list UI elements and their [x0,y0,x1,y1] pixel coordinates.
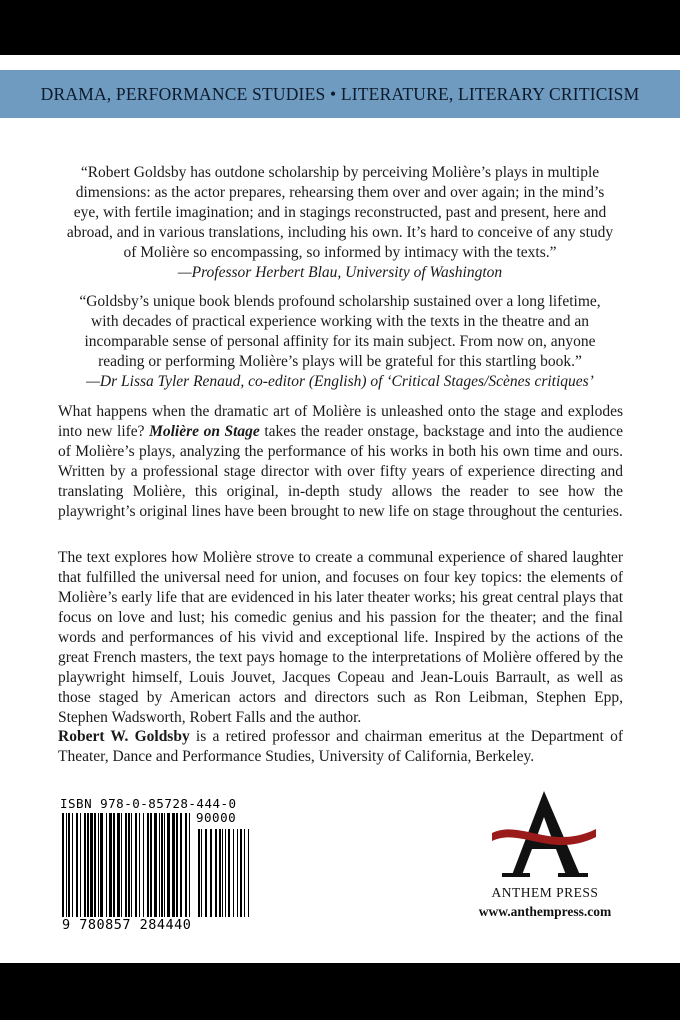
author-bio [58,727,623,767]
barcode-bar [248,829,249,917]
barcode-bar [240,829,242,917]
barcode-bar [94,813,96,917]
barcode-bar [176,813,178,917]
barcode-bar [80,813,81,917]
p1-text-before: What happens when the dramatic art of Molière is unleashed onto the stage and explodes into new life? [58,403,623,440]
barcode-bar [100,813,103,917]
barcode-bar [150,813,152,917]
barcode-bar [198,829,200,917]
barcode-bar [121,813,122,917]
barcode-bar [76,813,78,917]
barcode-bar [185,813,187,917]
barcode-bar [98,813,99,917]
isbn-label: ISBN 978-0-85728-444-0 [60,796,237,811]
barcode-bar [222,829,223,917]
barcode-bar [180,813,182,917]
category-bar [0,70,680,118]
barcode-bar [68,813,70,917]
barcode-bar [125,813,127,917]
quote-renaud [64,292,616,392]
author-name: Robert W. Goldsby [58,728,190,745]
barcode-bar [210,829,212,917]
barcode-bar [128,813,130,917]
quote-text: “Robert Goldsby has outdone scholarship by perceiving Molière’s plays in multiple dimensions: as the actor prepares, rehearsing them over and over again; in the mind’s eye, with fertile imagination; and in stagings reconstructed, past and present, here and abroad, and in various translations, including his own. It’s hard to conceive of any study of Molière so encompassing, so informed by intimacy with the texts.” [66,164,614,261]
barcode-bar [233,829,234,917]
back-cover [0,55,680,963]
barcode [62,813,252,933]
quote-blau [64,163,616,283]
barcode-bar [87,813,89,917]
book-title: Molière on Stage [149,423,260,440]
barcode-bar [244,829,245,917]
barcode-bar [172,813,175,917]
quote-text: “Goldsby’s unique book blends profound scholarship sustained over a long lifetime, with decades of practical experience working with the texts in the theatre and an incomparable sense of personal affinity for its main subject. From now on, anyone reading or performing Molière’s plays will be grateful for this startling book.” [79,293,601,370]
barcode-bar [113,813,115,917]
barcode-bar [72,813,73,917]
category-text: DRAMA, PERFORMANCE STUDIES • LITERATURE, LITERARY CRITICISM [40,83,640,104]
barcode-bar [66,813,67,917]
barcode-bar [84,813,86,917]
barcode-bar [147,813,149,917]
barcode-bar [90,813,93,917]
barcode-bar [228,829,230,917]
publisher-name: ANTHEM PRESS [491,885,599,900]
description-paragraph-1 [58,402,623,522]
barcode-bar [106,813,107,917]
barcode-bar [117,813,120,917]
barcode-bar [62,813,64,917]
barcode-bar [139,813,140,917]
barcode-bar [109,813,112,917]
quote-attribution: —Dr Lissa Tyler Renaud, co-editor (English) of ‘Critical Stages/Scènes critiques’ [86,373,594,390]
barcode-digits: 9 780857 284440 [62,917,192,933]
barcode-bar [154,813,157,917]
description-paragraph-2: The text explores how Molière strove to create a communal experience of shared laughter that fulfilled the universal need for union, and focuses on four key topics: the elements of Molière’s early life that are evidenced in his later theater works; his great central plays that focus on love and lust; his comedic genius and his passion for the theater; and the final words and performances of his vivid and exceptional life. Inspired by the actions of the great French masters, the text pays homage to the interpretations of Molière offered by the playwright himself, Louis Jouvet, Jacques Copeau and Jean-Louis Barrault, as well as those staged by American actors and directors such as Ron Leibman, Stephen Epp, Stephen Wadsworth, Robert Falls and the author. [58,549,623,726]
barcode-bar [159,813,160,917]
publisher-url[interactable]: www.anthempress.com [478,904,612,919]
barcode-bar [161,813,163,917]
barcode-bar [167,813,170,917]
barcode-bar [143,813,144,917]
anthem-a-logo-icon [492,789,596,881]
p1-text-after: takes the reader onstage, backstage and into the audience of Molière’s plays, analyzing the performance of his works in both his own time and ours. Written by a professional stage director with over fifty years of experience directing and translating Molière, this original, in-depth study allows the reader to see how the playwright’s original lines have been brought to new life on stage throughout the centuries. [58,423,623,520]
barcode-bar [237,829,238,917]
barcode-bar [164,813,165,917]
price-code: 90000 [196,810,237,825]
barcode-bar [219,829,221,917]
quote-attribution: —Professor Herbert Blau, University of Washington [177,264,503,281]
barcode-bar [225,829,226,917]
barcode-bar [135,813,137,917]
publisher-block [440,883,650,921]
barcode-bar [189,813,190,917]
barcode-bar [201,829,202,917]
barcode-bar [205,829,207,917]
author-bio-text: is a retired professor and chairman emeritus at the Department of Theater, Dance and Performance Studies, University of California, Berkeley. [58,728,623,765]
barcode-bar [215,829,217,917]
barcode-bar [131,813,132,917]
